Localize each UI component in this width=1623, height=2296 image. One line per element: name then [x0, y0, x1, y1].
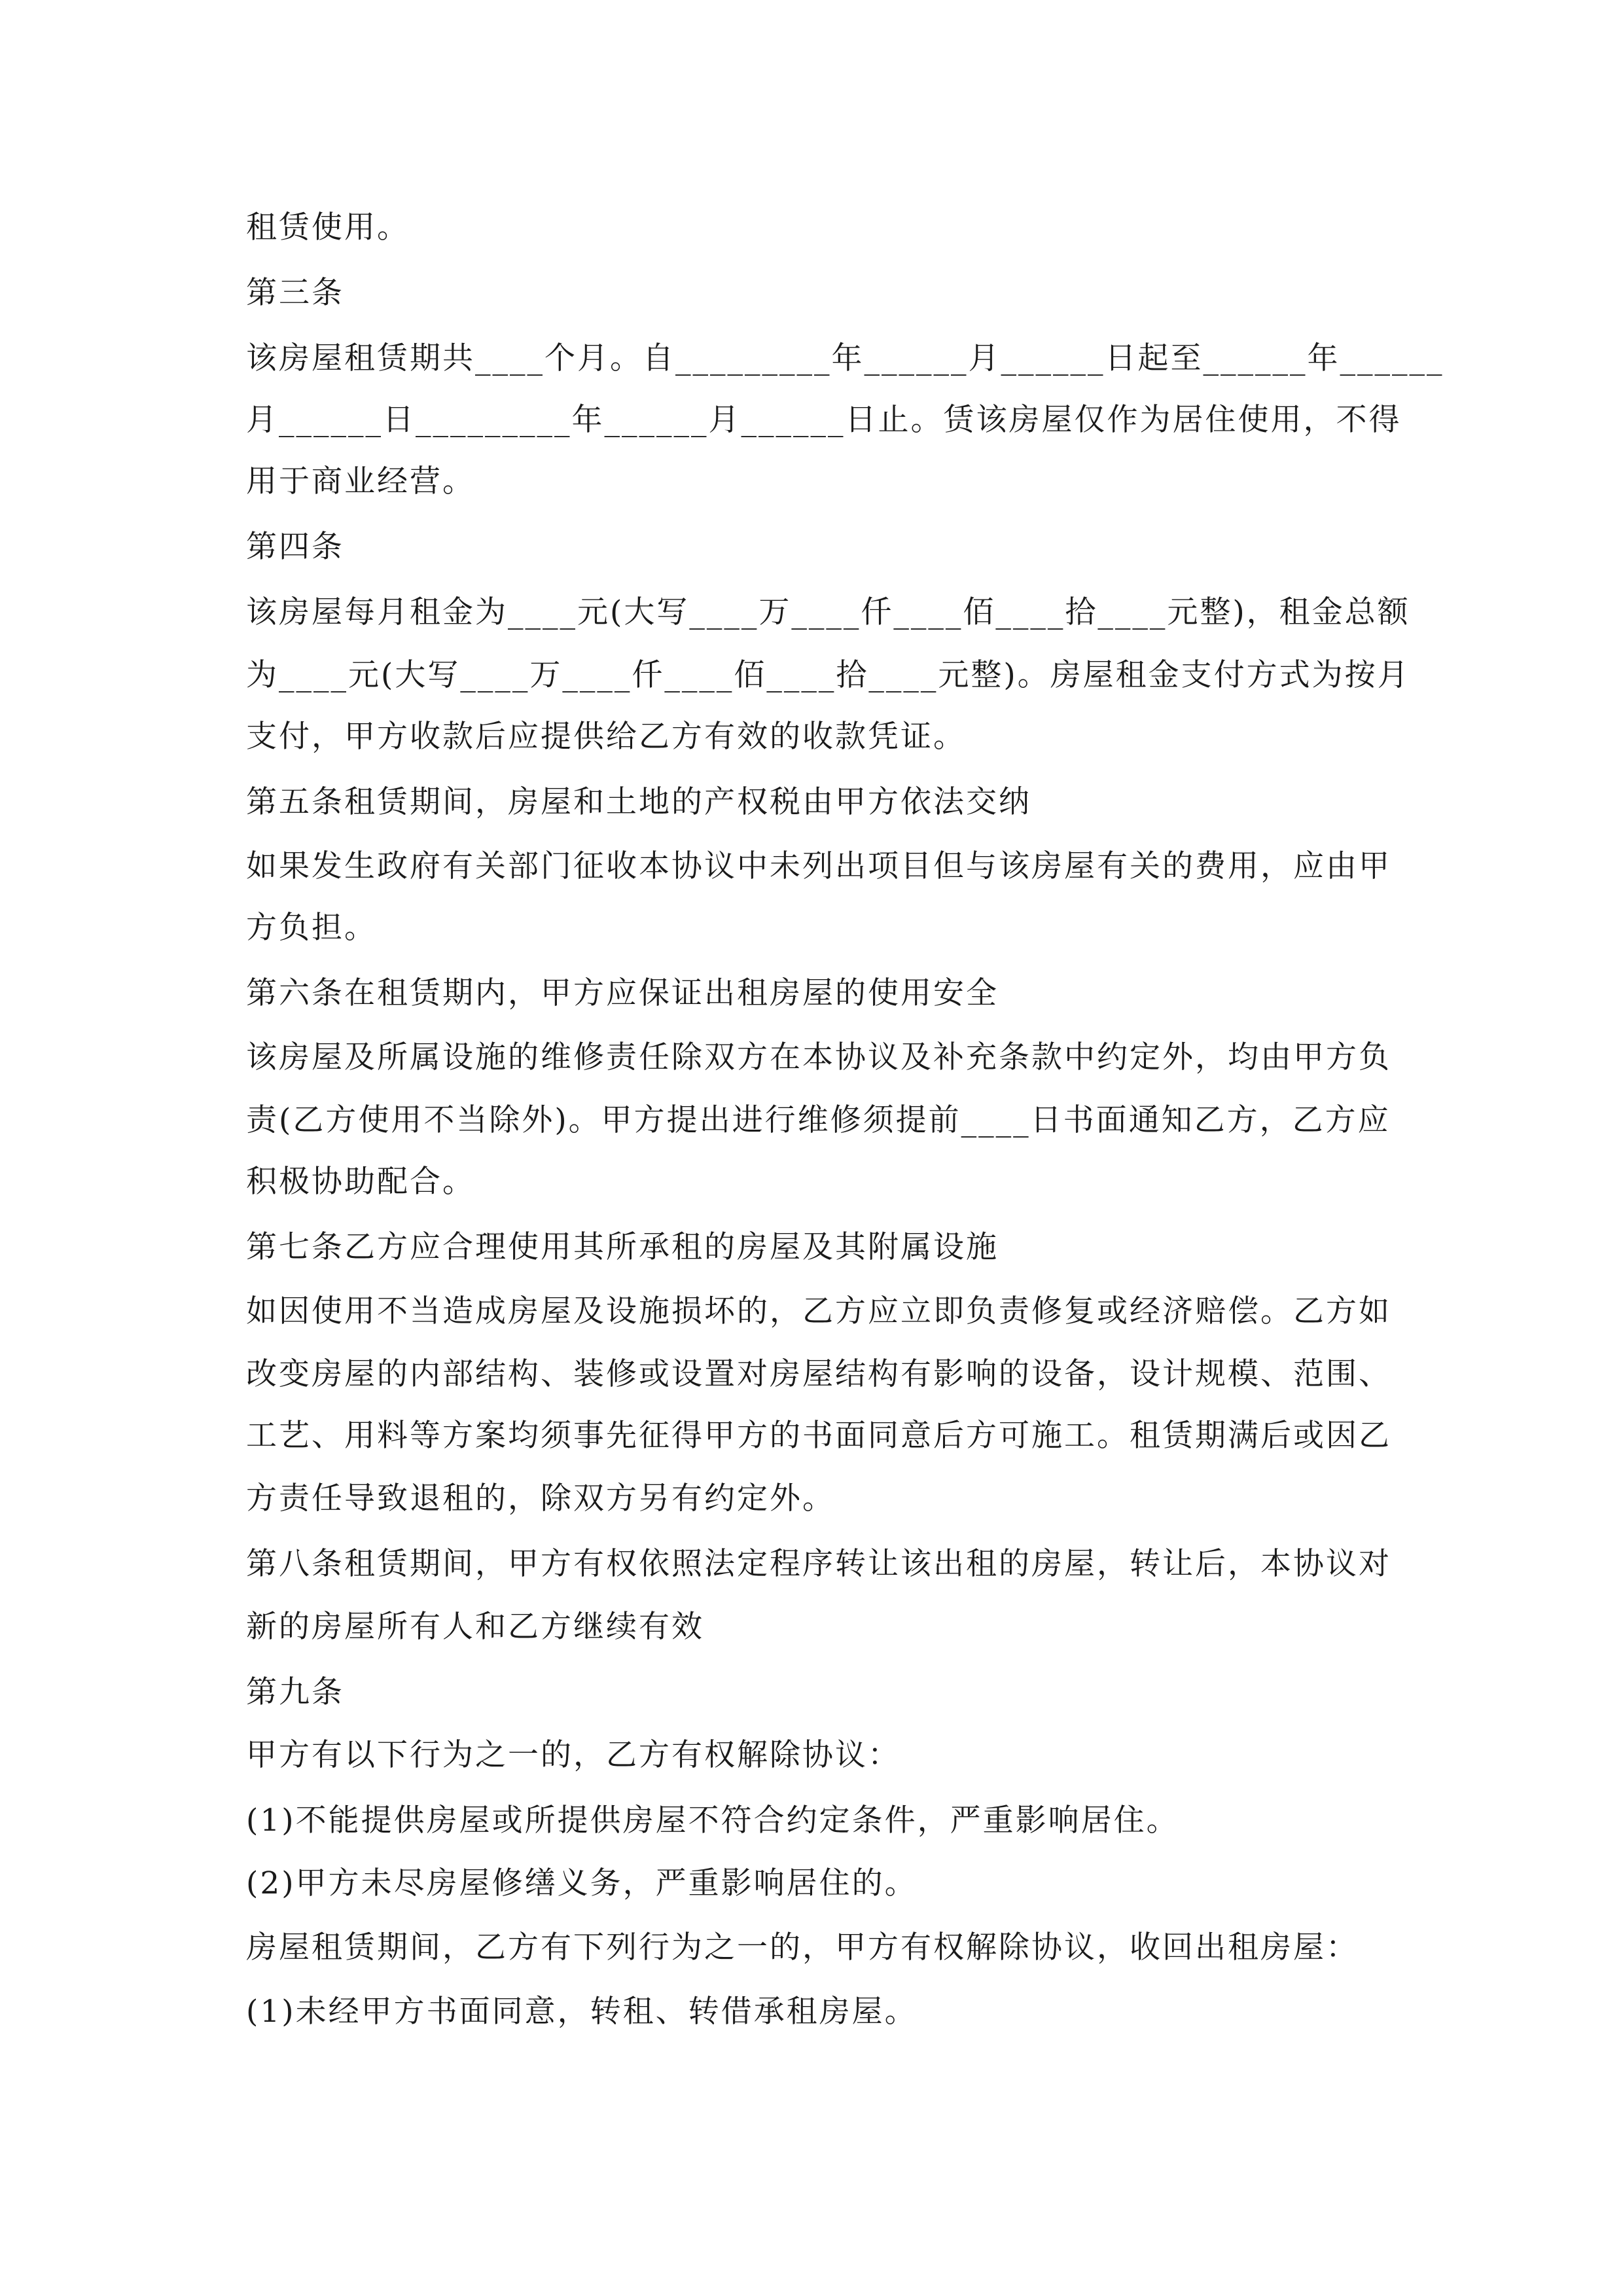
- text-line: 该房屋及所属设施的维修责任除双方在本协议及补充条款中约定外，均由甲方负: [246, 1039, 1391, 1075]
- text-line: 租赁使用。: [246, 209, 410, 245]
- text-line: 第九条: [246, 1674, 344, 1710]
- text-line: 积极协助配合。: [246, 1164, 475, 1200]
- text-line: 该房屋租赁期共____个月。自_________年______月______日起至______年______: [246, 340, 1444, 376]
- text-line: (2)甲方未尽房屋修缮义务，严重影响居住的。: [246, 1865, 918, 1901]
- text-line: 该房屋每月租金为____元(大写____万____仟____佰____拾____元整)，租金总额: [246, 594, 1410, 630]
- text-line: (1)不能提供房屋或所提供房屋不符合约定条件，严重影响居住。: [246, 1803, 1179, 1839]
- text-line: 第五条租赁期间，房屋和土地的产权税由甲方依法交纳: [246, 784, 1031, 820]
- text-line: 新的房屋所有人和乙方继续有效: [246, 1609, 704, 1645]
- text-line: 改变房屋的内部结构、装修或设置对房屋结构有影响的设备，设计规模、范围、: [246, 1356, 1391, 1392]
- text-line: 第三条: [246, 275, 344, 311]
- text-line: 房屋租赁期间，乙方有下列行为之一的，甲方有权解除协议，收回出租房屋：: [246, 1929, 1359, 1965]
- text-line: 为____元(大写____万____仟____佰____拾____元整)。房屋租金支付方式为按月: [246, 657, 1410, 693]
- text-line: 第四条: [246, 529, 344, 565]
- text-line: 如果发生政府有关部门征收本协议中未列出项目但与该房屋有关的费用，应由甲: [246, 848, 1391, 884]
- text-line: 方责任导致退租的，除双方另有约定外。: [246, 1480, 835, 1516]
- text-line: 责(乙方使用不当除外)。甲方提出进行维修须提前____日书面通知乙方，乙方应: [246, 1102, 1391, 1138]
- text-line: 月______日_________年______月______日止。赁该房屋仅作为居住使用，不得: [246, 402, 1402, 438]
- text-line: 方负担。: [246, 910, 377, 946]
- text-line: (1)未经甲方书面同意，转租、转借承租房屋。: [246, 1994, 918, 2030]
- text-line: 支付，甲方收款后应提供给乙方有效的收款凭证。: [246, 719, 966, 755]
- text-line: 工艺、用料等方案均须事先征得甲方的书面同意后方可施工。租赁期满后或因乙: [246, 1418, 1391, 1454]
- text-line: 用于商业经营。: [246, 463, 475, 499]
- text-line: 第八条租赁期间，甲方有权依照法定程序转让该出租的房屋，转让后，本协议对: [246, 1546, 1391, 1582]
- text-line: 如因使用不当造成房屋及设施损坏的，乙方应立即负责修复或经济赔偿。乙方如: [246, 1293, 1391, 1329]
- text-line: 第七条乙方应合理使用其所承租的房屋及其附属设施: [246, 1229, 999, 1265]
- text-line: 第六条在租赁期内，甲方应保证出租房屋的使用安全: [246, 975, 999, 1011]
- text-line: 甲方有以下行为之一的，乙方有权解除协议：: [246, 1737, 901, 1773]
